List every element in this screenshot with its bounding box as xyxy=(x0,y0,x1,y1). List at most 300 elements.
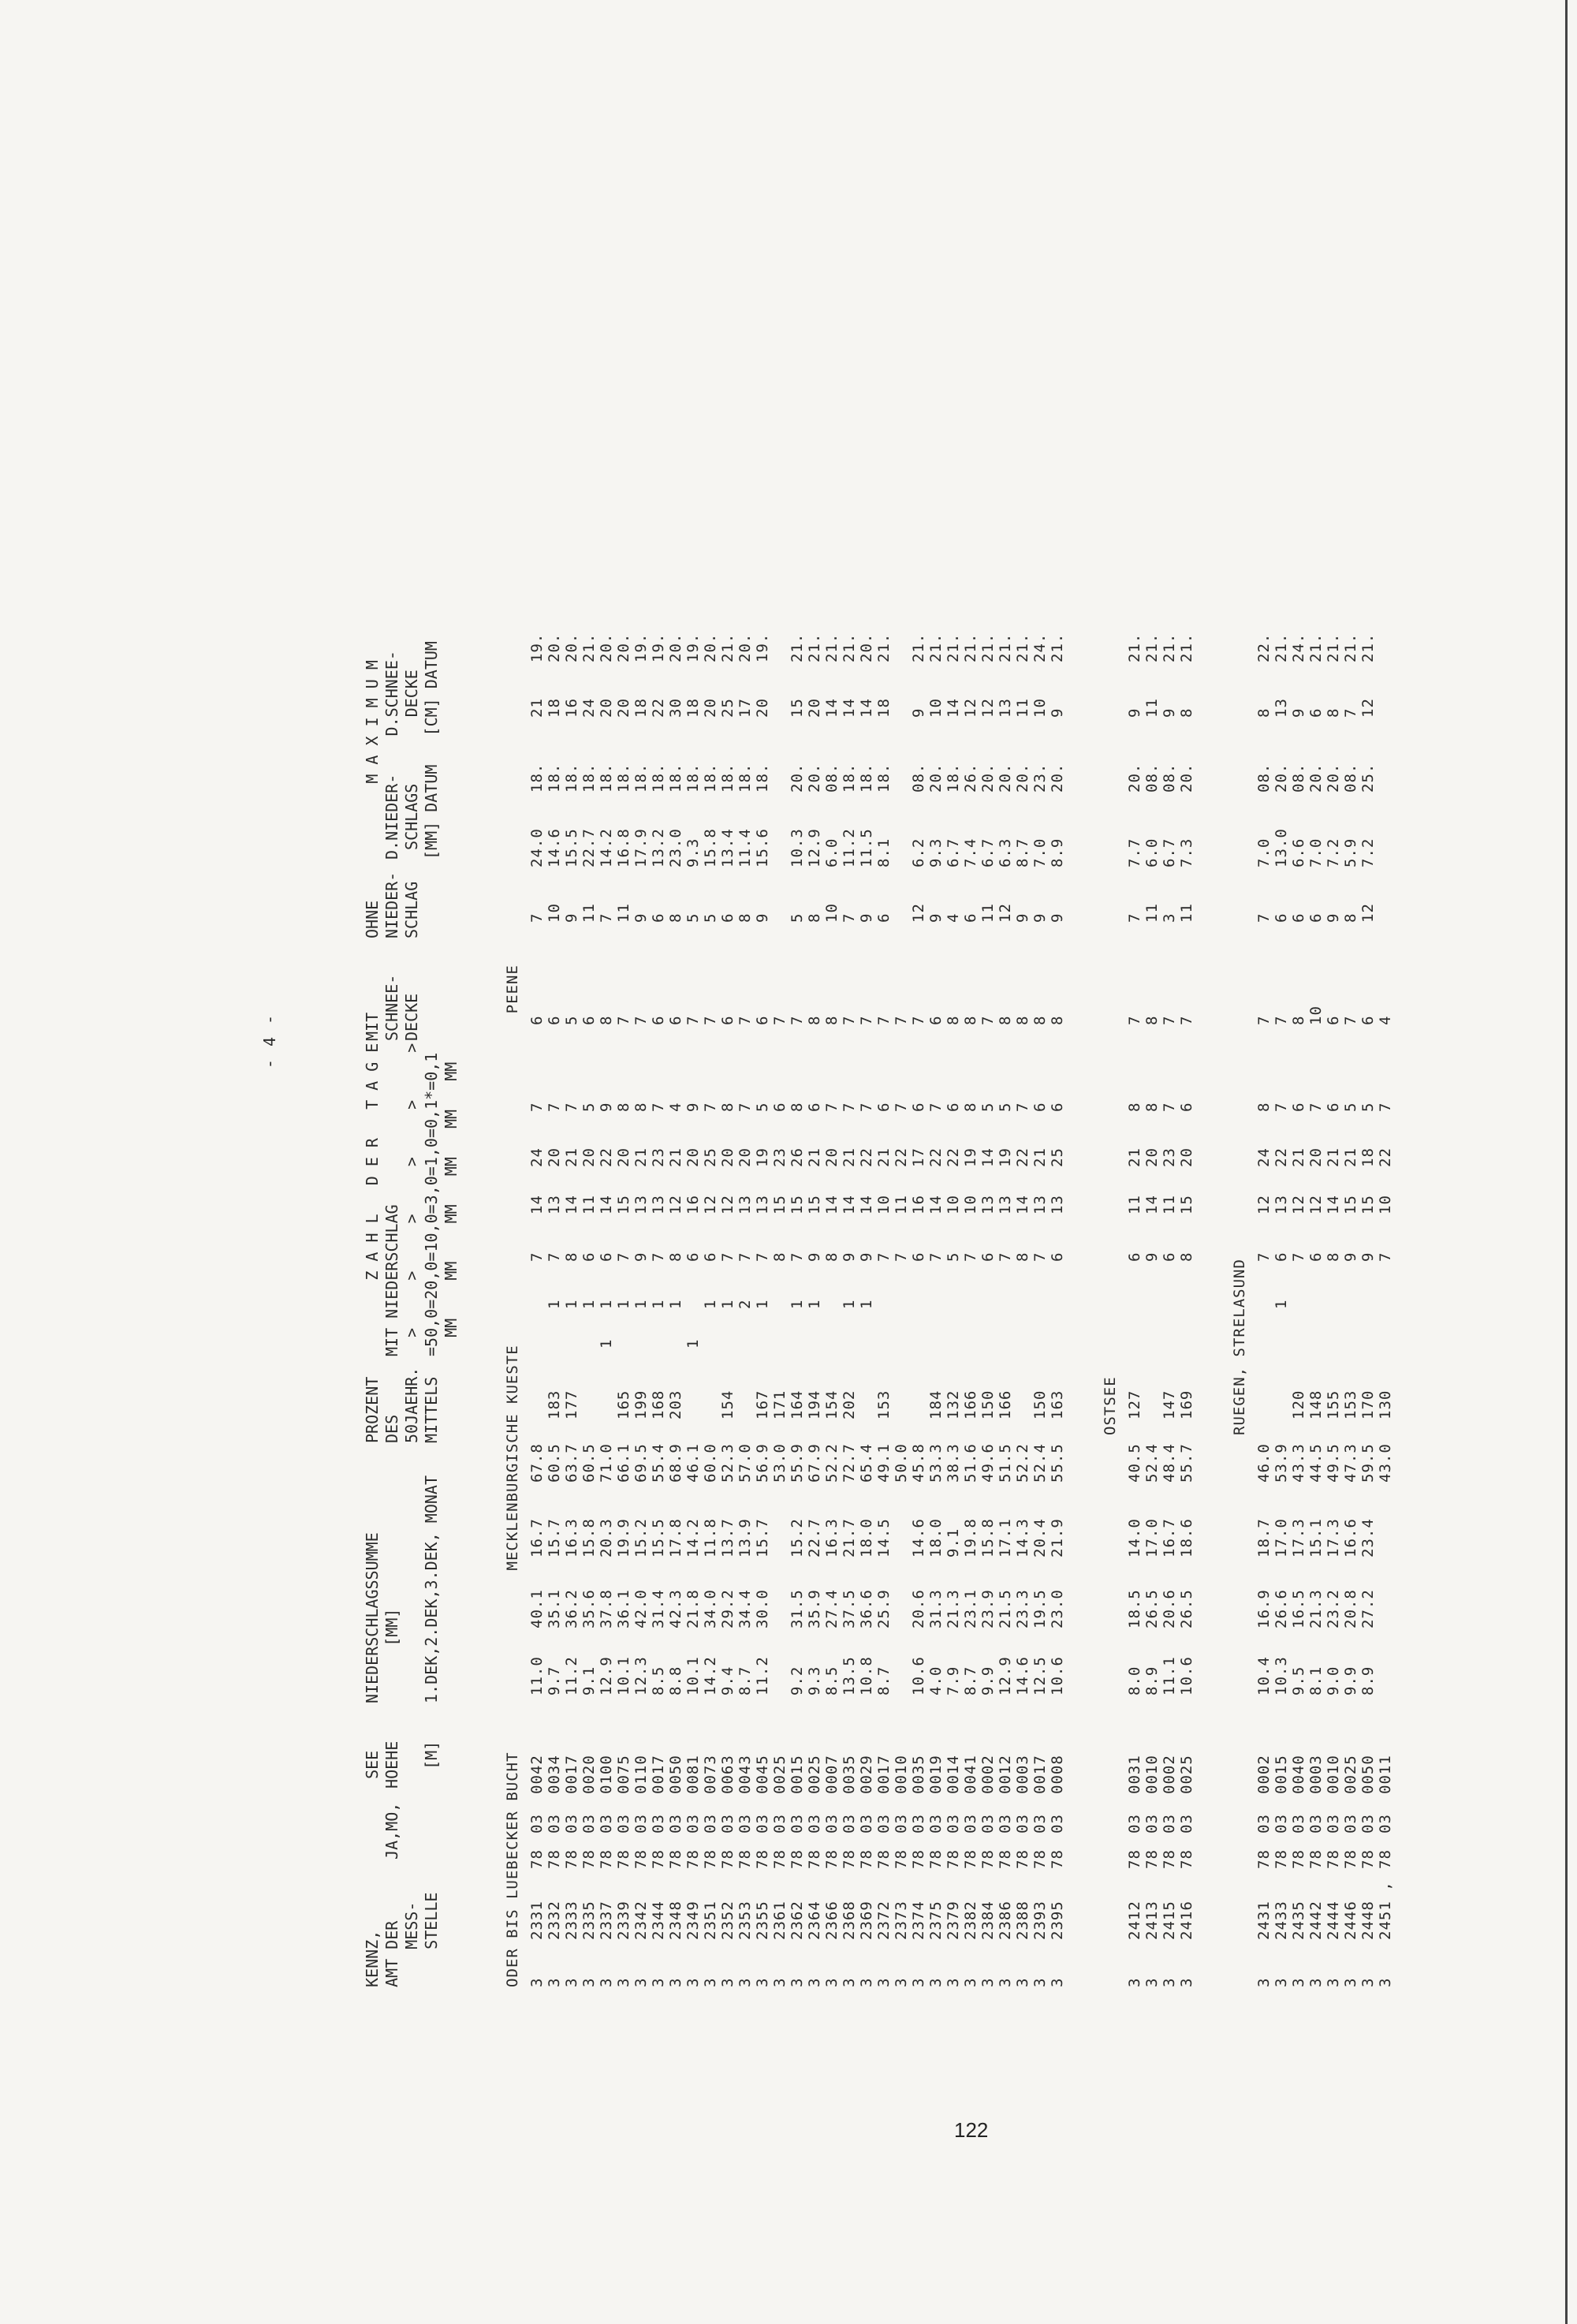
table-cell: 60.5 xyxy=(546,1443,563,1483)
table-cell: 78 xyxy=(893,1849,910,1869)
table-cell: 1 xyxy=(598,1338,615,1349)
table-cell: 7 xyxy=(1377,1102,1394,1112)
table-cell: 2332 xyxy=(546,1901,563,1940)
table-cell: 10.6 xyxy=(1049,1656,1066,1695)
table-cell: 8 xyxy=(598,1015,615,1025)
table-cell: 03 xyxy=(1126,1814,1143,1833)
table-cell: 9.3 xyxy=(927,837,945,867)
table-cell: 0003 xyxy=(1014,1755,1031,1794)
table-cell: 7.3 xyxy=(1178,837,1195,867)
table-row xyxy=(945,95,962,1987)
table-cell: 31.4 xyxy=(650,1589,667,1628)
table-cell: 0019 xyxy=(927,1755,945,1794)
page-number: 122 xyxy=(954,2118,989,2142)
table-cell: 14 xyxy=(841,1195,858,1214)
table-cell: 3 xyxy=(979,1977,997,1987)
table-cell: 78 xyxy=(823,1849,841,1869)
table-cell: 0025 xyxy=(1342,1755,1359,1794)
table-cell: 78 xyxy=(806,1849,823,1869)
table-cell: 20. xyxy=(736,632,754,662)
table-cell: 0035 xyxy=(841,1755,858,1794)
table-cell: 2448 xyxy=(1359,1901,1377,1940)
table-cell: 4 xyxy=(1377,1015,1394,1025)
table-cell: 7.4 xyxy=(962,837,979,867)
table-row xyxy=(1359,95,1377,1987)
table-cell: 10.1 xyxy=(684,1656,702,1695)
table-row xyxy=(927,95,945,1987)
table-row xyxy=(823,95,841,1987)
table-cell: 8.7 xyxy=(1014,837,1031,867)
table-cell: 1 xyxy=(754,1299,771,1309)
table-cell: 78 xyxy=(979,1849,997,1869)
table-cell: 7 xyxy=(702,1015,719,1025)
table-cell: 78 xyxy=(528,1849,546,1869)
table-cell: 0063 xyxy=(719,1755,736,1794)
table-cell: 170 xyxy=(1359,1390,1377,1419)
table-row xyxy=(806,95,823,1987)
table-cell: 16.6 xyxy=(1342,1518,1359,1557)
table-cell: 6.7 xyxy=(945,837,962,867)
table-cell: 78 xyxy=(1049,1849,1066,1869)
table-cell: 13 xyxy=(979,1195,997,1214)
table-cell: 19. xyxy=(754,632,771,662)
table-cell: 17.0 xyxy=(1143,1518,1161,1557)
table-cell: 7 xyxy=(615,1252,632,1262)
table-cell: 16 xyxy=(684,1195,702,1214)
table-cell: 3 xyxy=(736,1977,754,1987)
table-cell: 21. xyxy=(1161,632,1178,662)
table-cell: 78 xyxy=(1359,1849,1377,1869)
table-cell: 17.3 xyxy=(1325,1518,1342,1557)
table-cell: 15.7 xyxy=(546,1518,563,1557)
table-cell: 12.9 xyxy=(806,828,823,867)
table-cell: 11.2 xyxy=(841,828,858,867)
table-cell: 21. xyxy=(875,632,893,662)
table-cell: 2433 xyxy=(1273,1901,1290,1940)
table-cell: 22 xyxy=(927,1147,945,1167)
table-cell: 2361 xyxy=(771,1901,788,1940)
header-see-hoehe: SEE HOEHE [M] xyxy=(363,1740,441,1789)
table-cell: 78 xyxy=(788,1849,806,1869)
table-cell: 8 xyxy=(667,1252,684,1262)
table-cell: 08. xyxy=(910,763,927,793)
table-cell: 71.0 xyxy=(598,1443,615,1483)
table-cell: 15 xyxy=(615,1195,632,1214)
table-cell: 14 xyxy=(858,698,875,718)
table-cell: 3 xyxy=(945,1977,962,1987)
table-cell: 03 xyxy=(997,1814,1014,1833)
table-row xyxy=(546,95,563,1987)
table-cell: 15 xyxy=(788,1195,806,1214)
table-cell: 51.5 xyxy=(997,1443,1014,1483)
table-cell: 12 xyxy=(667,1195,684,1214)
table-cell: 13.7 xyxy=(719,1518,736,1557)
table-cell: 153 xyxy=(875,1390,893,1419)
table-cell: 154 xyxy=(719,1390,736,1419)
table-cell: 6.7 xyxy=(979,837,997,867)
table-cell: 24 xyxy=(1255,1147,1273,1167)
table-cell: 20.6 xyxy=(910,1589,927,1628)
table-cell: 6 xyxy=(1161,1252,1178,1262)
table-cell: 25 xyxy=(1049,1147,1066,1167)
table-cell: 2442 xyxy=(1307,1901,1325,1940)
table-cell: 21 xyxy=(875,1147,893,1167)
table-cell: 1 xyxy=(1273,1299,1290,1309)
table-cell: 03 xyxy=(1377,1814,1394,1833)
table-cell: 78 xyxy=(910,1849,927,1869)
table-cell: 0011 xyxy=(1377,1755,1394,1794)
table-cell: 148 xyxy=(1307,1390,1325,1419)
table-cell: 150 xyxy=(1031,1390,1049,1419)
table-cell: 25 xyxy=(702,1147,719,1167)
table-cell: 6 xyxy=(1273,912,1290,923)
table-cell: 03 xyxy=(684,1814,702,1833)
table-cell: 6 xyxy=(598,1252,615,1262)
table-cell: 12 xyxy=(1307,1195,1325,1214)
table-cell: 14 xyxy=(1143,1195,1161,1214)
table-row xyxy=(962,95,979,1987)
table-cell: 20. xyxy=(927,763,945,793)
table-row xyxy=(1143,95,1161,1987)
table-cell: 78 xyxy=(1014,1849,1031,1869)
table-cell: 3 xyxy=(841,1977,858,1987)
table-cell: 7 xyxy=(1273,1102,1290,1112)
table-cell: 03 xyxy=(546,1814,563,1833)
table-cell: 19 xyxy=(997,1147,1014,1167)
table-cell: 10.8 xyxy=(858,1656,875,1695)
table-cell: 2386 xyxy=(997,1901,1014,1940)
table-cell: 52.4 xyxy=(1143,1443,1161,1483)
table-cell: 8 xyxy=(1290,1015,1307,1025)
table-cell: 65.4 xyxy=(858,1443,875,1483)
table-cell: 0035 xyxy=(910,1755,927,1794)
table-cell: 2364 xyxy=(806,1901,823,1940)
table-cell: 14.2 xyxy=(598,828,615,867)
table-cell: 60.5 xyxy=(580,1443,598,1483)
table-cell: 3 xyxy=(1377,1977,1394,1987)
table-cell: 03 xyxy=(1161,1814,1178,1833)
table-cell: 21. xyxy=(806,632,823,662)
table-cell: 22 xyxy=(1273,1147,1290,1167)
table-cell: 11 xyxy=(1143,698,1161,718)
table-cell: 20. xyxy=(997,763,1014,793)
table-cell: 22. xyxy=(1255,632,1273,662)
table-cell: 03 xyxy=(962,1814,979,1833)
table-cell: 53.0 xyxy=(771,1443,788,1483)
table-cell: 5 xyxy=(979,1102,997,1112)
table-cell: 0017 xyxy=(875,1755,893,1794)
table-cell: 2372 xyxy=(875,1901,893,1940)
table-cell: 13 xyxy=(1273,1195,1290,1214)
table-cell: 0025 xyxy=(771,1755,788,1794)
table-cell: 14 xyxy=(927,1195,945,1214)
table-cell: 3 xyxy=(580,1977,598,1987)
table-cell: 22 xyxy=(650,698,667,718)
table-cell: 6 xyxy=(1325,1015,1342,1025)
table-cell: 30.0 xyxy=(754,1589,771,1628)
precipitation-table xyxy=(497,95,1394,1987)
table-cell: 7 xyxy=(546,1252,563,1262)
table-cell: 3 xyxy=(1031,1977,1049,1987)
table-cell: 6 xyxy=(1178,1102,1195,1112)
table-cell: 2348 xyxy=(667,1901,684,1940)
table-cell: 19. xyxy=(528,632,546,662)
table-cell: 18. xyxy=(736,763,754,793)
table-cell: 20. xyxy=(1307,763,1325,793)
table-cell: 6 xyxy=(719,912,736,923)
table-cell: 21 xyxy=(806,1147,823,1167)
table-cell: 9 xyxy=(1049,912,1066,923)
table-cell: 78 xyxy=(598,1849,615,1869)
table-cell: 20. xyxy=(788,763,806,793)
table-cell: 10 xyxy=(1377,1195,1394,1214)
table-cell: 21. xyxy=(910,632,927,662)
table-cell: 25. xyxy=(1359,763,1377,793)
table-cell: 7 xyxy=(893,1102,910,1112)
table-cell: 6 xyxy=(910,1252,927,1262)
table-cell: 166 xyxy=(997,1390,1014,1419)
table-cell: 6 xyxy=(580,1015,598,1025)
table-row xyxy=(598,95,615,1987)
table-cell: 9 xyxy=(1325,912,1342,923)
table-cell: 78 xyxy=(858,1849,875,1869)
section-title xyxy=(1224,95,1255,1987)
table-row xyxy=(719,95,736,1987)
table-cell: 9 xyxy=(1049,707,1066,718)
table-cell: 78 xyxy=(684,1849,702,1869)
table-cell: 24 xyxy=(580,698,598,718)
table-cell: 2395 xyxy=(1049,1901,1066,1940)
table-cell: 2368 xyxy=(841,1901,858,1940)
table-cell: 7 xyxy=(1031,1252,1049,1262)
table-cell: 13.4 xyxy=(719,828,736,867)
table-cell: 03 xyxy=(1290,1814,1307,1833)
table-cell: 20 xyxy=(702,698,719,718)
table-cell: 3 xyxy=(546,1977,563,1987)
table-cell: 5 xyxy=(997,1102,1014,1112)
table-cell: 6 xyxy=(1359,1015,1377,1025)
table-cell: 21 xyxy=(1031,1147,1049,1167)
table-cell: 7 xyxy=(736,1102,754,1112)
table-cell: 19 xyxy=(754,1147,771,1167)
table-cell: 2379 xyxy=(945,1901,962,1940)
table-cell: 78 xyxy=(771,1849,788,1869)
table-cell: 15 xyxy=(771,1195,788,1214)
table-cell: 55.9 xyxy=(788,1443,806,1483)
table-row xyxy=(1377,95,1394,1987)
table-cell: 1 xyxy=(841,1299,858,1309)
table-cell: 14 xyxy=(598,1195,615,1214)
table-cell: 0015 xyxy=(788,1755,806,1794)
table-cell: 20 xyxy=(684,1147,702,1167)
table-cell: 0003 xyxy=(1307,1755,1325,1794)
table-cell: 23.4 xyxy=(1359,1518,1377,1557)
table-cell: 7 xyxy=(858,1102,875,1112)
table-cell: 21. xyxy=(823,632,841,662)
table-cell: 8.9 xyxy=(1049,837,1066,867)
table-cell: 22 xyxy=(858,1147,875,1167)
table-cell: 5 xyxy=(754,1102,771,1112)
table-cell: 11 xyxy=(615,903,632,923)
table-cell: 31.5 xyxy=(788,1589,806,1628)
table-cell: 42.3 xyxy=(667,1589,684,1628)
table-cell: 3 xyxy=(997,1977,1014,1987)
table-cell: 0025 xyxy=(806,1755,823,1794)
table-cell: 1 xyxy=(650,1299,667,1309)
table-cell: 03 xyxy=(910,1814,927,1833)
table-cell: 17.0 xyxy=(1273,1518,1290,1557)
table-cell: 36.2 xyxy=(563,1589,580,1628)
table-cell: 0029 xyxy=(858,1755,875,1794)
table-row xyxy=(1273,95,1290,1987)
table-cell: 7 xyxy=(1342,1015,1359,1025)
table-cell: 0040 xyxy=(1290,1755,1307,1794)
table-cell: 20.3 xyxy=(598,1518,615,1557)
table-cell: 169 xyxy=(1178,1390,1195,1419)
table-cell: 10 xyxy=(546,903,563,923)
table-cell: 6.2 xyxy=(910,837,927,867)
header-maximum: M A X I M U M D.NIEDER- D.SCHNEE- SCHLAGS DECKE [MM] DATUM [CM] DATUM xyxy=(363,641,441,860)
table-cell: 53.3 xyxy=(927,1443,945,1483)
table-cell: 14 xyxy=(979,1147,997,1167)
table-cell: 18.7 xyxy=(1255,1518,1273,1557)
table-cell: 0014 xyxy=(945,1755,962,1794)
table-cell: 11 xyxy=(1126,1195,1143,1214)
table-cell: 11 xyxy=(893,1195,910,1214)
table-cell: 165 xyxy=(615,1390,632,1419)
table-cell: 8.1 xyxy=(875,837,893,867)
table-cell: 03 xyxy=(1031,1814,1049,1833)
table-row xyxy=(1342,95,1359,1987)
table-cell: 60.0 xyxy=(702,1443,719,1483)
table-cell: 17.8 xyxy=(667,1518,684,1557)
table-cell: 9 xyxy=(632,1252,650,1262)
table-cell: 7 xyxy=(1290,1252,1307,1262)
table-cell: 03 xyxy=(667,1814,684,1833)
table-cell: 21.7 xyxy=(841,1518,858,1557)
table-cell: 10.1 xyxy=(615,1656,632,1695)
table-cell: 03 xyxy=(927,1814,945,1833)
table-cell: 21 xyxy=(528,698,546,718)
table-cell: 18. xyxy=(580,763,598,793)
table-cell: 184 xyxy=(927,1390,945,1419)
table-cell: 8 xyxy=(771,1252,788,1262)
table-cell: 6 xyxy=(650,912,667,923)
table-cell: 10 xyxy=(875,1195,893,1214)
table-cell: 19 xyxy=(962,1147,979,1167)
table-cell: 18.5 xyxy=(1126,1589,1143,1628)
table-cell: 2431 xyxy=(1255,1901,1273,1940)
table-cell: 3 xyxy=(528,1977,546,1987)
table-cell: 8 xyxy=(1325,1252,1342,1262)
table-cell: 10 xyxy=(1031,698,1049,718)
table-cell: 18. xyxy=(945,763,962,793)
table-cell: 194 xyxy=(806,1390,823,1419)
table-cell: 8 xyxy=(823,1252,841,1262)
table-cell: 5 xyxy=(702,912,719,923)
table-cell: 14 xyxy=(858,1195,875,1214)
table-cell: 9 xyxy=(910,707,927,718)
table-cell: 8 xyxy=(1178,1252,1195,1262)
table-row xyxy=(702,95,719,1987)
table-cell: 21 xyxy=(1126,1147,1143,1167)
table-row xyxy=(771,95,788,1987)
table-row xyxy=(1014,95,1031,1987)
table-cell: 21. xyxy=(962,632,979,662)
table-cell: 21.8 xyxy=(684,1589,702,1628)
table-cell: 34.4 xyxy=(736,1589,754,1628)
table-cell: 6 xyxy=(806,1102,823,1112)
table-cell: 2416 xyxy=(1178,1901,1195,1940)
table-cell: 120 xyxy=(1290,1390,1307,1419)
table-cell: 2375 xyxy=(927,1901,945,1940)
table-cell: 0100 xyxy=(598,1755,615,1794)
table-cell: 8 xyxy=(1178,707,1195,718)
table-cell: 177 xyxy=(563,1390,580,1419)
table-cell: 78 xyxy=(927,1849,945,1869)
table-cell: 6.3 xyxy=(997,837,1014,867)
table-cell: 03 xyxy=(858,1814,875,1833)
table-cell: 13.0 xyxy=(1273,828,1290,867)
table-cell: 18. xyxy=(875,763,893,793)
table-cell: 8 xyxy=(632,1102,650,1112)
table-cell: 20. xyxy=(1126,763,1143,793)
table-cell: 03 xyxy=(806,1814,823,1833)
table-cell: 132 xyxy=(945,1390,962,1419)
table-cell: 0025 xyxy=(1178,1755,1195,1794)
table-cell: 3 xyxy=(615,1977,632,1987)
table-cell: 21. xyxy=(1143,632,1161,662)
table-cell: 78 xyxy=(702,1849,719,1869)
table-cell: 7.2 xyxy=(1325,837,1342,867)
table-row xyxy=(910,95,927,1987)
table-cell: 0034 xyxy=(546,1755,563,1794)
table-cell: 5.9 xyxy=(1342,837,1359,867)
table-cell: 2333 xyxy=(563,1901,580,1940)
table-cell: 15.7 xyxy=(754,1518,771,1557)
table-cell: 23.9 xyxy=(979,1589,997,1628)
table-cell: 03 xyxy=(1143,1814,1161,1833)
header-prozent: PROZENT DES 50JAEHR. MITTELS xyxy=(363,1367,441,1443)
table-cell: 15.8 xyxy=(702,828,719,867)
table-cell: 78 xyxy=(1290,1849,1307,1869)
table-cell: 11.8 xyxy=(702,1518,719,1557)
table-cell: 21.3 xyxy=(1307,1589,1325,1628)
table-cell: 14 xyxy=(823,1195,841,1214)
table-cell: 24.0 xyxy=(528,828,546,867)
section-title xyxy=(1094,95,1126,1987)
table-cell: 03 xyxy=(528,1814,546,1833)
table-cell: 7 xyxy=(1342,707,1359,718)
table-cell: 7 xyxy=(893,1252,910,1262)
table-cell: 13 xyxy=(1273,698,1290,718)
table-cell: 52.3 xyxy=(719,1443,736,1483)
table-cell: 78 xyxy=(546,1849,563,1869)
table-cell: 13.9 xyxy=(736,1518,754,1557)
table-cell: 3 xyxy=(771,1977,788,1987)
table-cell: 7 xyxy=(1273,1015,1290,1025)
table-cell: 2362 xyxy=(788,1901,806,1940)
table-row xyxy=(632,95,650,1987)
table-cell: 0050 xyxy=(1359,1755,1377,1794)
table-cell: 7 xyxy=(528,1252,546,1262)
table-cell: 11 xyxy=(979,903,997,923)
table-cell: 0042 xyxy=(528,1755,546,1794)
table-cell: 12 xyxy=(997,903,1014,923)
table-cell: 2339 xyxy=(615,1901,632,1940)
table-cell: 18. xyxy=(650,763,667,793)
table-cell: 15.8 xyxy=(580,1518,598,1557)
